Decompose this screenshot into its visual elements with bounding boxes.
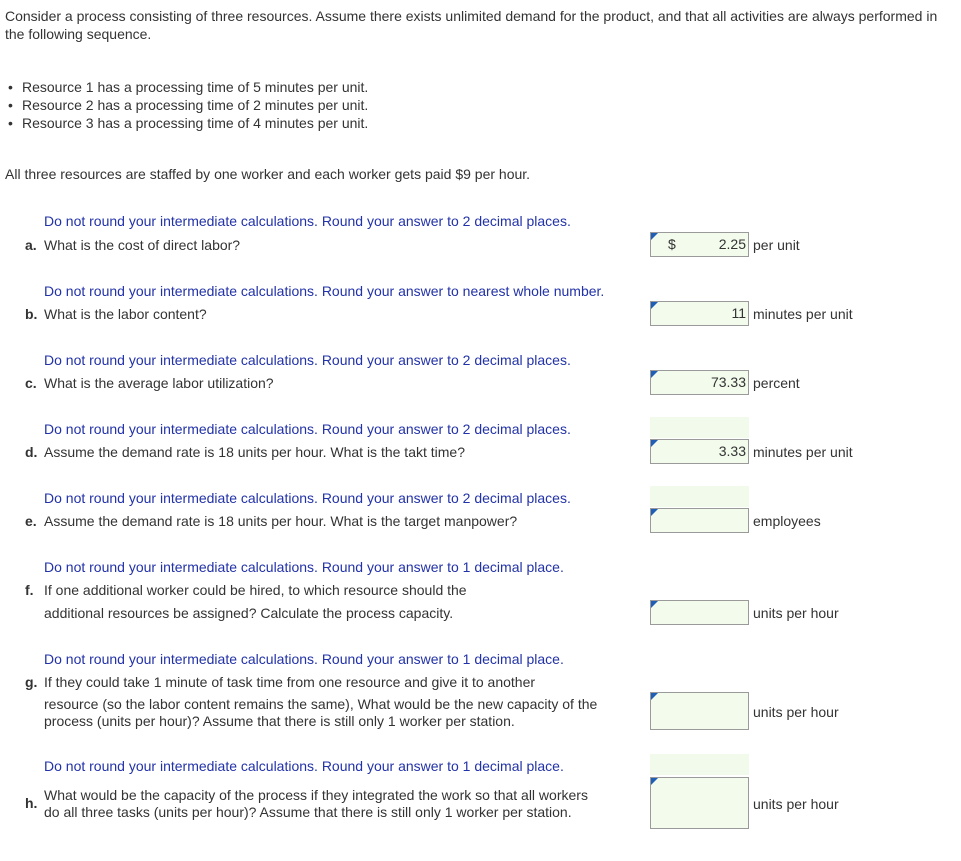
question-letter-d: d.: [25, 444, 38, 460]
instruction-g: Do not round your intermediate calculations. Round your answer to 1 decimal place.: [44, 651, 564, 667]
unit-h: units per hour: [753, 796, 839, 812]
question-letter-c: c.: [25, 375, 37, 391]
question-h-text-line1: What would be the capacity of the process if they integrated the work so that all workers: [44, 787, 588, 803]
instruction-c: Do not round your intermediate calculations. Round your answer to 2 decimal places.: [44, 352, 571, 368]
answer-h-shading: [650, 754, 749, 775]
unit-g: units per hour: [753, 704, 839, 720]
question-letter-f: f.: [25, 582, 34, 598]
resource-list: [5, 78, 368, 132]
answer-d-value: 3.33: [718, 443, 746, 459]
question-f-text-line2: additional resources be assigned? Calculate the process capacity.: [44, 605, 454, 621]
instruction-h: Do not round your intermediate calculations. Round your answer to 1 decimal place.: [44, 758, 564, 774]
instruction-f: Do not round your intermediate calculations. Round your answer to 1 decimal place.: [44, 559, 564, 575]
staffing-statement: All three resources are staffed by one worker and each worker gets paid $9 per hour.: [5, 166, 531, 182]
flag-icon: [651, 233, 658, 240]
answer-d-shading: [650, 417, 749, 438]
flag-icon: [651, 371, 658, 378]
question-a-text: What is the cost of direct labor?: [44, 237, 241, 253]
unit-c: percent: [753, 375, 800, 391]
answer-e-shading: [650, 486, 749, 507]
instruction-e: Do not round your intermediate calculations. Round your answer to 2 decimal places.: [44, 490, 571, 506]
answer-a-input[interactable]: [650, 232, 749, 257]
answer-c-value: 73.33: [710, 374, 746, 390]
answer-f-input[interactable]: [650, 600, 749, 625]
question-h-text-line2: do all three tasks (units per hour)? Assume that there is still only 1 worker per station.: [44, 804, 572, 820]
instruction-b: Do not round your intermediate calculations. Round your answer to nearest whole number.: [44, 283, 605, 299]
answer-e-input[interactable]: [650, 508, 749, 533]
question-letter-h: h.: [25, 795, 38, 811]
question-letter-b: b.: [25, 306, 38, 322]
flag-icon: [651, 778, 658, 785]
unit-f: units per hour: [753, 605, 839, 621]
question-letter-g: g.: [25, 674, 38, 690]
problem-intro: Consider a process consisting of three resources. Assume there exists unlimited demand for the product, and that all activities are always performed in the following sequence.: [5, 8, 938, 42]
currency-symbol: $: [668, 236, 676, 252]
question-d-text: Assume the demand rate is 18 units per hour. What is the takt time?: [44, 444, 465, 460]
flag-icon: [651, 509, 658, 516]
answer-b-value: 11: [731, 305, 746, 321]
question-letter-a: a.: [25, 237, 37, 253]
question-g-text-line2: resource (so the labor content remains the same), What would be the new capacity of the: [44, 696, 598, 712]
answer-h-input[interactable]: [650, 777, 749, 829]
flag-icon: [651, 601, 658, 608]
list-item: • Resource 2 has a processing time of 2 minutes per unit.: [5, 96, 368, 114]
answer-b-input[interactable]: [650, 301, 749, 326]
question-letter-e: e.: [25, 513, 37, 529]
answer-d-input[interactable]: [650, 439, 749, 464]
list-item: • Resource 1 has a processing time of 5 minutes per unit.: [5, 78, 368, 96]
flag-icon: [651, 302, 658, 309]
answer-g-input[interactable]: [650, 692, 749, 730]
question-g-text-line1: If they could take 1 minute of task time from one resource and give it to another: [44, 674, 536, 690]
question-b-text: What is the labor content?: [44, 306, 207, 322]
question-g-text-line3: process (units per hour)? Assume that there is still only 1 worker per station.: [44, 713, 515, 729]
unit-a: per unit: [753, 237, 800, 253]
unit-b: minutes per unit: [753, 306, 853, 322]
flag-icon: [651, 440, 658, 447]
list-item: • Resource 3 has a processing time of 4 minutes per unit.: [5, 114, 368, 132]
answer-c-input[interactable]: [650, 370, 749, 395]
instruction-a: Do not round your intermediate calculations. Round your answer to 2 decimal places.: [44, 213, 571, 229]
question-c-text: What is the average labor utilization?: [44, 375, 274, 391]
flag-icon: [651, 693, 658, 700]
question-f-text-line1: If one additional worker could be hired, to which resource should the: [44, 582, 467, 598]
instruction-d: Do not round your intermediate calculations. Round your answer to 2 decimal places.: [44, 421, 571, 437]
unit-d: minutes per unit: [753, 444, 853, 460]
unit-e: employees: [753, 513, 821, 529]
answer-a-value: 2.25: [718, 236, 746, 252]
question-e-text: Assume the demand rate is 18 units per hour. What is the target manpower?: [44, 513, 518, 529]
